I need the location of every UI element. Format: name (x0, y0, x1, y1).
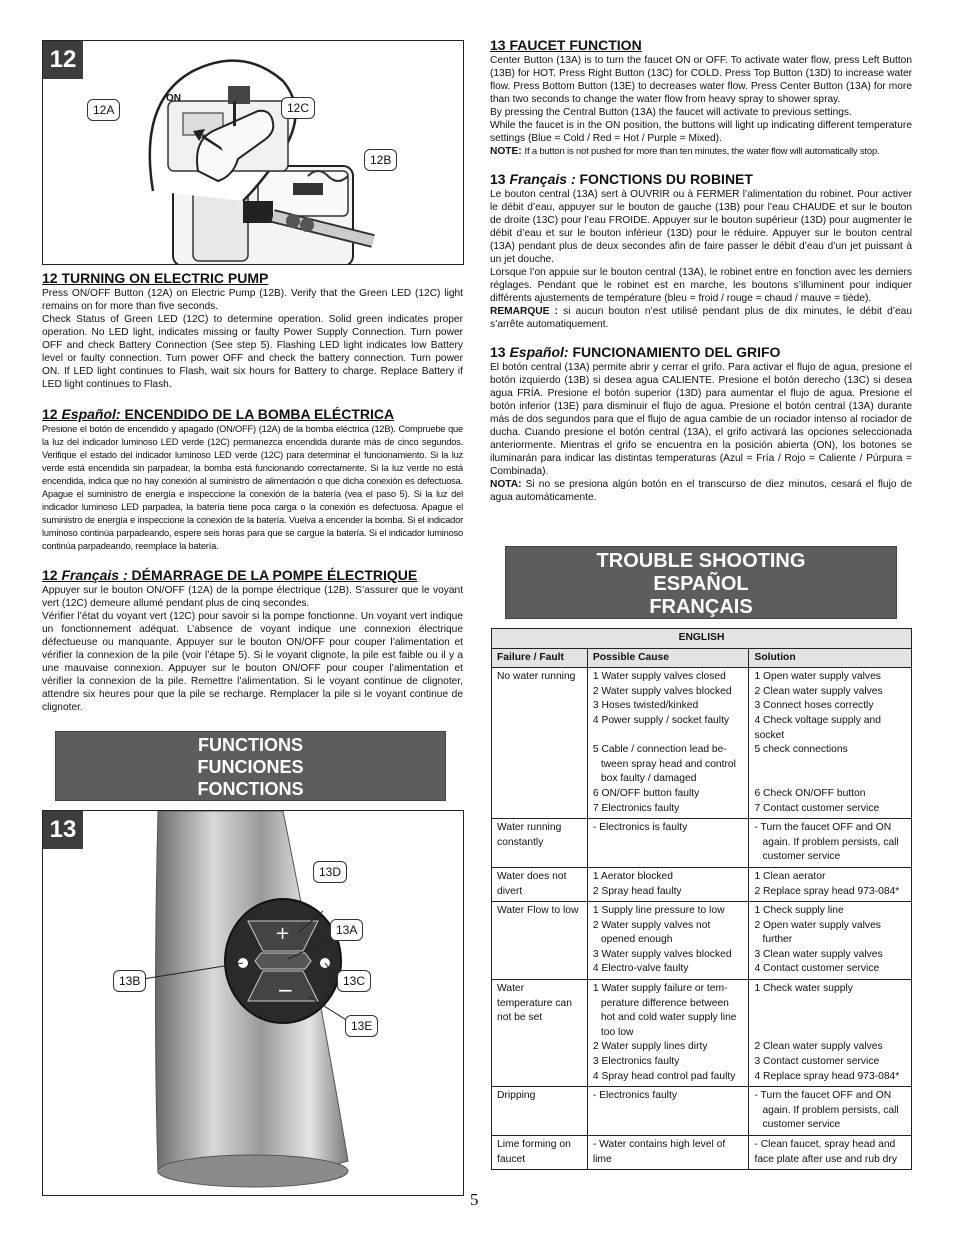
table-header-cause: Possible Cause (587, 648, 749, 668)
failure-cell: Water running constantly (492, 819, 588, 868)
failure-cell: Water temperature can not be set (492, 980, 588, 1087)
solution-line: further (762, 934, 793, 946)
failure-cell: No water running (492, 668, 588, 819)
table-header-failure: Failure / Fault (492, 648, 588, 668)
section-13-fr-body: Le bouton central (13A) sert à OUVRIR ou à FERMER l’alimentation du robinet. Pour activer le débit d’eau, appuyer sur le bouton de gauche (13B) pour l’eau CHAUDE et sur le bouton de droite (13C) pour l’eau FROIDE. Appuyer sur le bouton supérieur (13D) pour augmenter le débit d’eau et sur le bouton inférieur (13D) pour le réduire. Appuyer sur le bouton central (13A) pendant plus de deux secondes afin de faire passer le débit d’eau d’un jet puissant à un jet douche. Lorsque l’on appuie sur le bouton central (13A), le robinet entre en fonction avec les derniers réglages. Pendant que le robinet est en marche, les boutons s’illuminent pour indiquer différents ajustements de température (bleu = froid / rouge = chaud / mauve = tiède). (490, 189, 912, 304)
table-title: ENGLISH (492, 629, 912, 649)
section-13-fr-title: FONCTIONS DU ROBINET (579, 171, 753, 187)
section-13-fr-heading (490, 171, 912, 187)
section-12-text (42, 270, 463, 714)
solution-line: 2 Clean water supply valves (754, 1041, 883, 1053)
solution-line: again. If problem persists, call (762, 836, 899, 848)
solution-cell (749, 1087, 912, 1136)
cause-cell (587, 867, 749, 901)
solution-line: 3 Clean water supply valves (754, 948, 883, 960)
solution-line: 7 Contact customer service (754, 802, 880, 814)
figure-13-number: 13 (43, 811, 83, 849)
section-13-fr-num: 13 (490, 171, 506, 187)
cause-line: opened enough (600, 934, 673, 946)
cause-line: 1 Water supply valves closed (592, 671, 726, 683)
solution-line: 1 Clean aerator (754, 870, 826, 882)
section-12-es-body: Presione el botón de encendido y apagado (ON/OFF) (12A) de la bomba eléctrica (12B). Compruebe que la luz del indicador luminoso LED verde (12C) permanezca encendida durante más de cinco segundos. Verifique el estado del indicador luminoso LED verde (12C) para determinar el funcionamiento. Si la luz verde está encendida sin parpadear, la bomba está funcionando correctamente. Si la luz verde no está encendida, indica que no hay conexión al suministro de alimentación o que dicha conexión es defectuosa. Apague el suministro de energía e inspeccione la conexión de la batería (vea el paso 5). Si la luz del indicador luminoso LED parpadea, la batería tiene poca carga o la conexión es defectuosa. Apague el suministro de energía e inspeccione la conexión de la batería. Vuelva a encender la bomba. Si el indicador luminoso continúa parpadeando, espere seis horas para que se cargue la batería. Si el indicador luminoso continúa parpadeando, reemplace la batería. (42, 424, 463, 551)
cause-line (593, 729, 744, 744)
cause-line: perature difference between (600, 997, 729, 1009)
section-13-text (490, 37, 912, 504)
section-12-es-lang: Español: (61, 406, 121, 422)
callout-13e: 13E (345, 1015, 378, 1037)
callout-13d: 13D (313, 861, 347, 883)
cause-line: hot and cold water supply line (600, 1012, 737, 1024)
troubleshooting-banner-es: ESPAÑOL (653, 573, 749, 595)
section-13-en-note-text: If a button is not pushed for more than ten minutes, the water flow will automatically stop. (524, 146, 880, 157)
table-row (492, 1087, 912, 1136)
solution-line (754, 1026, 906, 1041)
section-13-en-note (490, 145, 912, 158)
cause-line: - Electronics faulty (592, 1090, 677, 1102)
solution-line (754, 758, 906, 773)
solution-line: 3 Contact customer service (754, 1056, 880, 1068)
solution-cell (749, 902, 912, 980)
section-13-fr-note (490, 305, 912, 331)
solution-line: 2 Open water supply valves (754, 919, 881, 931)
functions-banner (55, 731, 446, 801)
callout-13a: 13A (330, 919, 363, 941)
figure-13 (42, 810, 464, 1196)
failure-cell: Water Flow to low (492, 902, 588, 980)
cause-line: 2 Water supply lines dirty (592, 1041, 708, 1053)
solution-line: socket (754, 729, 785, 741)
figure-12 (42, 40, 464, 265)
solution-cell (749, 1136, 912, 1170)
section-13-es-num: 13 (490, 344, 506, 360)
cause-line: 2 Water supply valves blocked (592, 685, 732, 697)
functions-banner-es: FUNCIONES (197, 757, 304, 777)
cause-line: - Water contains high level of lime (592, 1139, 726, 1165)
solution-line (754, 772, 906, 787)
figure-12-number: 12 (43, 41, 83, 79)
cause-line: 4 Spray head control pad faulty (592, 1070, 736, 1082)
table-row (492, 668, 912, 819)
cause-line: 3 Water supply valves blocked (592, 948, 732, 960)
cause-line: 4 Power supply / socket faulty (592, 714, 730, 726)
section-12-es-num: 12 (42, 406, 58, 422)
cause-cell (587, 1136, 749, 1170)
solution-line: 4 Replace spray head 973-084* (754, 1070, 900, 1082)
cause-cell (587, 980, 749, 1087)
troubleshooting-table (491, 628, 912, 1170)
table-row (492, 902, 912, 980)
section-12-fr-num: 12 (42, 567, 58, 583)
failure-cell: Dripping (492, 1087, 588, 1136)
section-13-es-lang: Español: (509, 344, 569, 360)
solution-line: again. If problem persists, call (762, 1104, 899, 1116)
cause-line: 7 Electronics faulty (592, 802, 680, 814)
section-13-fr-note-label: REMARQUE : (490, 306, 558, 317)
section-13-es-note-label: NOTA: (490, 479, 522, 490)
cause-line: 2 Spray head faulty (592, 885, 682, 897)
section-13-es-title: FUNCIONAMIENTO DEL GRIFO (572, 344, 781, 360)
cause-cell (587, 668, 749, 819)
section-12-fr-heading (42, 567, 463, 583)
cause-cell (587, 819, 749, 868)
cause-line: 4 Electro-valve faulty (592, 963, 689, 975)
cause-cell (587, 902, 749, 980)
cause-line: 5 Cable / connection lead be- (592, 744, 727, 756)
solution-line: 1 Open water supply valves (754, 671, 881, 683)
cause-line: 1 Aerator blocked (592, 870, 673, 882)
table-row (492, 867, 912, 901)
section-13-en-heading: 13 FAUCET FUNCTION (490, 37, 642, 53)
troubleshooting-banner-title: TROUBLE SHOOTING (596, 550, 806, 572)
solution-cell (749, 980, 912, 1087)
section-13-es-note-text: Si no se presiona algún botón en el transcurso de diez minutos, cesará el flujo de agua automáticamente. (490, 479, 912, 503)
solution-line: 6 Check ON/OFF button (754, 787, 866, 799)
cause-line: box faulty / damaged (600, 773, 697, 785)
cause-line: 1 Water supply failure or tem- (592, 983, 728, 995)
solution-line: 2 Clean water supply valves (754, 685, 883, 697)
callout-12c: 12C (281, 97, 315, 119)
solution-line: 1 Check water supply (754, 983, 853, 995)
callout-12a: 12A (87, 99, 120, 121)
solution-line: - Turn the faucet OFF and ON (754, 822, 892, 834)
troubleshooting-banner-fr: FRANÇAIS (649, 596, 753, 618)
callout-13b: 13B (113, 970, 146, 992)
solution-cell (749, 668, 912, 819)
solution-line: 5 check connections (754, 744, 848, 756)
electric-pump-illustration (43, 41, 463, 264)
cause-cell (587, 1087, 749, 1136)
section-12-fr-lang: Français : (61, 567, 128, 583)
section-13-es-body: El botón central (13A) permite abrir y cerrar el grifo. Para activar el flujo de agua, presione el botón izquierdo (13B) si desea agua CALIENTE. Presione el botón derecho (13C) si desea agua FRÍA. Presione el botón superior (13D) para aumentar el flujo de agua. Presione el botón inferior (13E) para disminuir el flujo de agua. Presione el botón central (13A) durante más de dos segundos para que el flujo de agua cambie de un rociador intenso al rociador de ducha. Cuando presione el botón central (13A), el grifo activará las opciones seleccionada anteriormente. Mientras el grifo se encuentra en la posición abierta (ON), los botones se iluminarán para indicar las distintas temperaturas (Azul = Fría / Rojo = Caliente / Púrpura = Combinada). (490, 362, 912, 477)
solution-line: 1 Check supply line (754, 905, 844, 917)
section-13-fr-lang: Français : (509, 171, 576, 187)
section-12-fr-body: Appuyer sur le bouton ON/OFF (12A) de la pompe électrique (12B). S’assurer que le voyant vert (12C) demeure allumé pendant plus de cinq secondes. Vérifier l’état du voyant vert (12C) pour savoir si la pompe fonctionne. Un voyant vert indique un fonctionnement adéquat. L’absence de voyant indique une connexion électrique défectueuse ou manquante. Appuyer sur le bouton ON/OFF pour couper l’alimentation et vérifier la connexion de la pile (voir l’étape 5). Si le voyant clignote, la pile est faible ou il y a une mauvaise connexion. Appuyer sur le bouton ON/OFF pour couper l’alimentation et vérifier la connexion de la pile. Remettre l’alimentation. Si le voyant continue de clignoter, attendre six heures pour que la pile se recharge. Remplacer la pile si le voyant continue de clignoter. (42, 585, 463, 713)
table-header-solution: Solution (749, 648, 912, 668)
section-13-en-body: Center Button (13A) is to turn the faucet ON or OFF. To activate water flow, press Left Button (13B) for HOT. Press Right Button (13C) for COLD. Press Top Button (13D) to increase water flow. Press Bottom Button (13E) to decreases water flow. Press Center Button (13A) for more than two seconds to change the water flow from heavy spray to shower spray. By pressing the Central Button (13A) the faucet will activate to previous settings. While the faucet is in the ON position, the buttons will light up indicating different temperature settings (Blue = Cold / Red = Hot / Purple = Mixed). (490, 55, 912, 144)
solution-line (754, 997, 906, 1012)
solution-line: - Clean faucet, spray head and face plate after use and rub dry (754, 1139, 897, 1165)
on-label: ON (166, 93, 181, 104)
cause-line: 6 ON/OFF button faulty (592, 787, 700, 799)
functions-banner-en: FUNCTIONS (198, 735, 303, 755)
solution-line: 2 Replace spray head 973-084* (754, 885, 900, 897)
failure-cell: Lime forming on faucet (492, 1136, 588, 1170)
svg-text:−: − (277, 978, 294, 1002)
section-13-es-heading (490, 344, 912, 360)
cause-line: 2 Water supply valves not (592, 919, 711, 931)
failure-cell: Water does not divert (492, 867, 588, 901)
section-13-en-note-label: NOTE: (490, 146, 522, 157)
faucet-control-illustration (43, 811, 463, 1195)
solution-cell (749, 867, 912, 901)
table-body (492, 668, 912, 1170)
section-12-es-heading (42, 406, 463, 422)
solution-line: customer service (762, 1119, 841, 1131)
page-number: 5 (470, 1190, 479, 1209)
section-12-fr-title: DÉMARRAGE DE LA POMPE ÉLECTRIQUE (131, 567, 418, 583)
section-13-es-note (490, 478, 912, 504)
table-row (492, 980, 912, 1087)
cause-line: - Electronics is faulty (592, 822, 688, 834)
solution-line: customer service (762, 851, 841, 863)
section-12-es-title: ENCENDIDO DE LA BOMBA ELÉCTRICA (124, 406, 395, 422)
callout-12b: 12B (364, 149, 397, 171)
cause-line: 3 Hoses twisted/kinked (592, 700, 699, 712)
solution-line: - Turn the faucet OFF and ON (754, 1090, 892, 1102)
table-row (492, 1136, 912, 1170)
solution-line (754, 1011, 906, 1026)
callout-13c: 13C (337, 970, 371, 992)
solution-line: 3 Connect hoses correctly (754, 700, 874, 712)
cause-line: tween spray head and control (600, 758, 736, 770)
solution-line: 4 Contact customer service (754, 963, 880, 975)
section-13-fr-note-text: si aucun bouton n’est utilisé pendant plus de dix minutes, le débit d’eau s’arrête automatiquement. (490, 306, 912, 330)
section-12-en-heading: 12 TURNING ON ELECTRIC PUMP (42, 270, 269, 286)
solution-line: 4 Check voltage supply and (754, 714, 881, 726)
cause-line: 3 Electronics faulty (592, 1056, 680, 1068)
table-row (492, 819, 912, 868)
svg-text:+: + (275, 923, 291, 944)
section-12-en-body: Press ON/OFF Button (12A) on Electric Pump (12B). Verify that the Green LED (12C) light remains on for more than five seconds. Check Status of Green LED (12C) to determine operation. Solid green indicates proper operation. No LED light, indicates missing or faulty Power Supply Connection. Turn power OFF and check Battery Connection (See step 5). Flashing LED light indicates low Battery level or faulty connection. Turn power OFF and check the battery connection. Turn power ON. If LED light continues to Flash, wait six hours for Battery to charge. Replace Battery if LED light continues to Flash. (42, 288, 463, 390)
solution-cell (749, 819, 912, 868)
cause-line: too low (600, 1026, 634, 1038)
cause-line: 1 Supply line pressure to low (592, 905, 725, 917)
troubleshooting-banner (505, 546, 897, 619)
functions-banner-fr: FONCTIONS (197, 779, 304, 799)
